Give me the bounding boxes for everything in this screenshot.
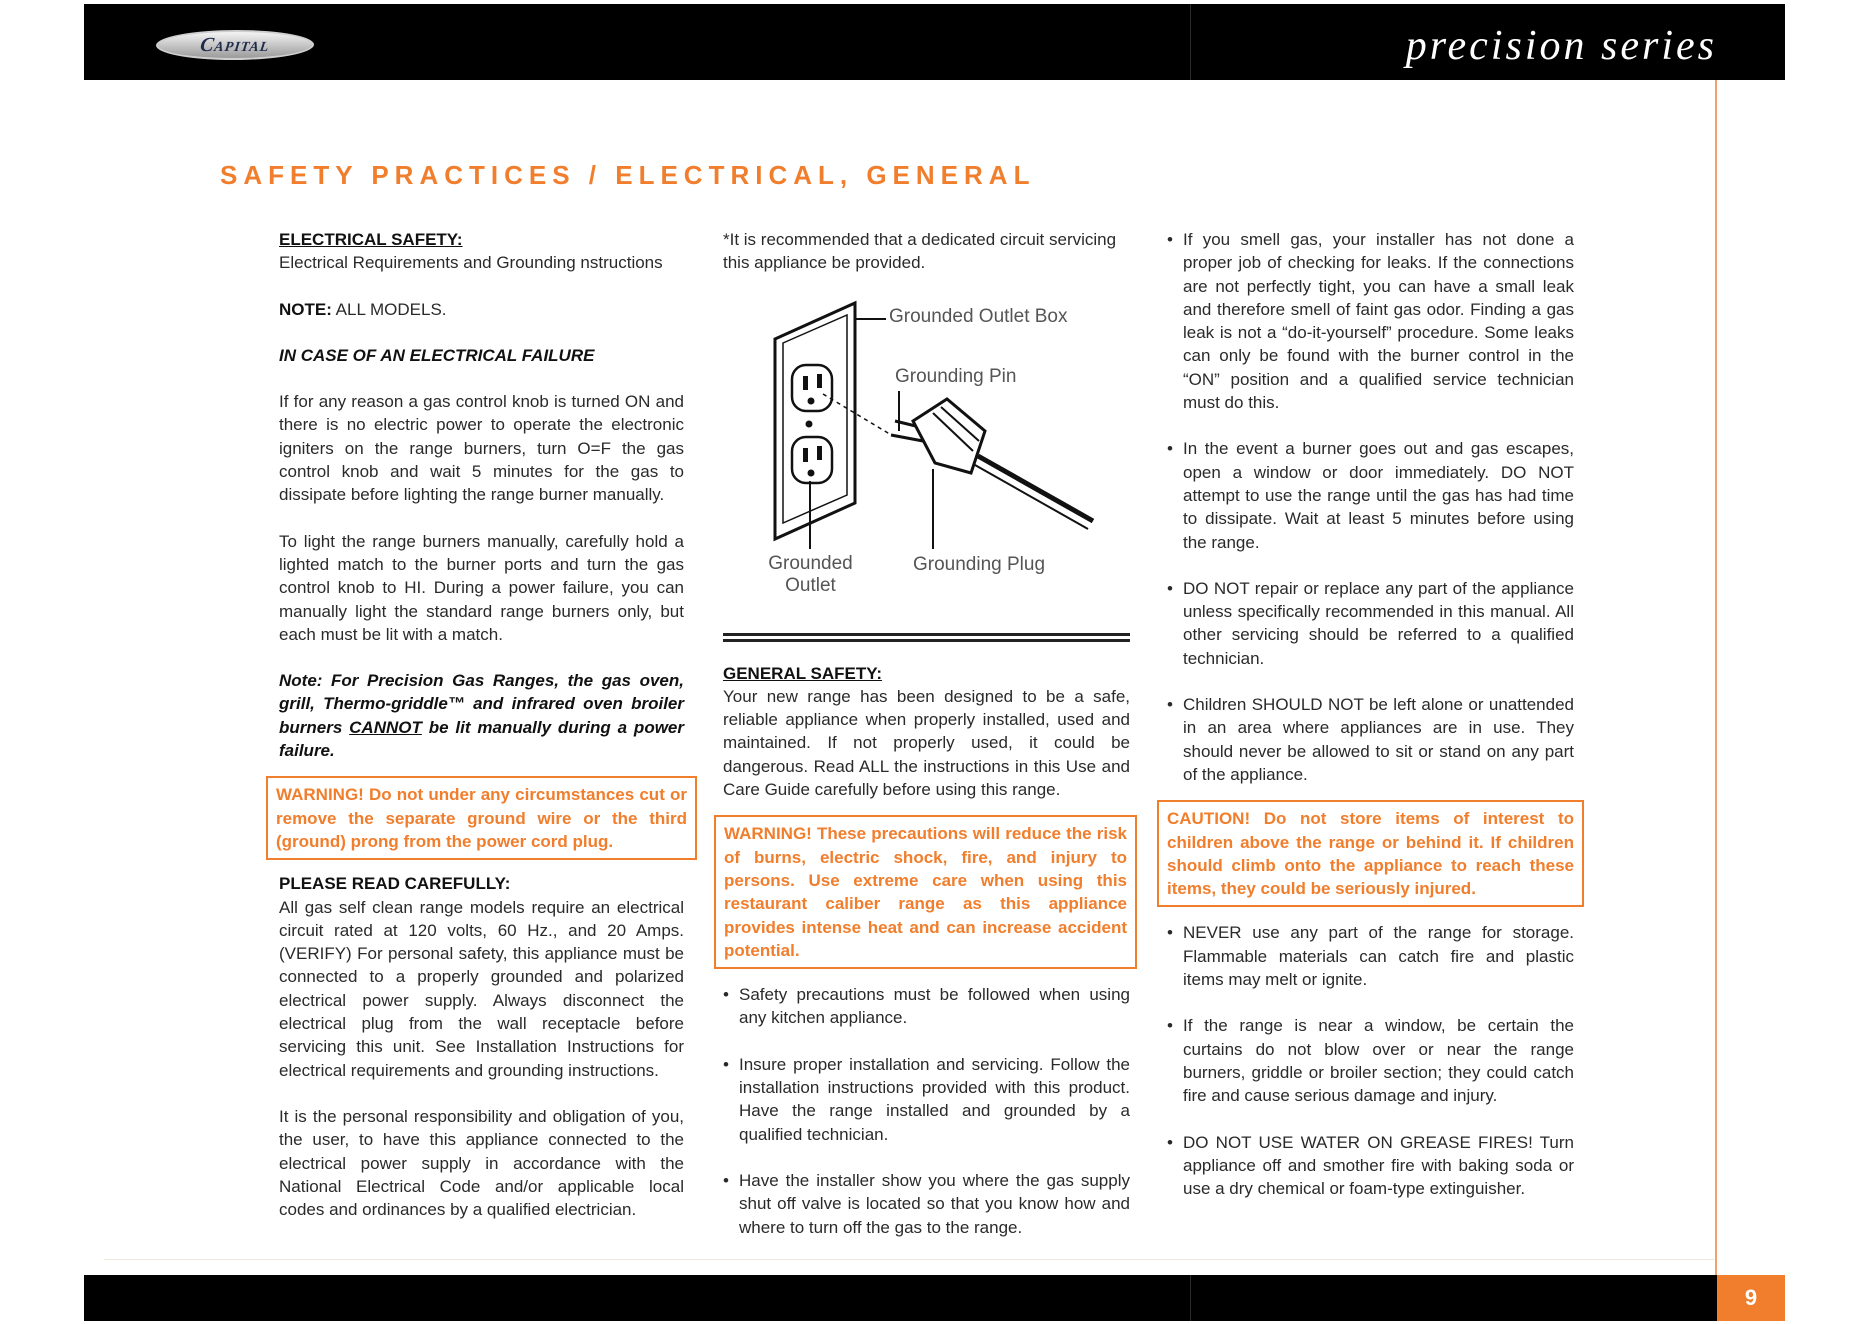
header-bar — [84, 4, 1785, 80]
note-label: NOTE: — [279, 299, 332, 319]
section-divider — [723, 633, 1130, 642]
list-item: • If the range is near a window, be certain the curtains do not blow over or near the range burners, griddle or broiler section; they could catch fire and cause serious damage and injury. — [1167, 1016, 1574, 1106]
dedicated-circuit-note: *It is recommended that a dedicated circuit servicing this appliance be provided. — [723, 230, 1117, 273]
failure-heading: IN CASE OF AN ELECTRICAL FAILURE — [279, 345, 595, 365]
list-item: • In the event a burner goes out and gas escapes, open a window or door immediately. DO NOT attempt to use the range until the gas has had time to dissipate. Wait at least 5 minutes before using the range. — [1167, 439, 1574, 552]
general-safety-paragraph: Your new range has been designed to be a safe, reliable appliance when properly installed, used and maintained. If not properly used, it could be dangerous. Read ALL the instructions in this Use and Care Guide carefully before using this range. — [723, 686, 1130, 800]
label-grounding-pin: Grounding Pin — [895, 365, 1017, 387]
label-grounding-plug: Grounding Plug — [913, 553, 1046, 575]
header-divider — [1190, 4, 1191, 80]
column-3 — [1167, 228, 1574, 1200]
list-item: • NEVER use any part of the range for storage. Flammable materials can catch fire and plastic items may melt or ignite. — [1167, 923, 1574, 990]
list-item: • Have the installer show you where the gas supply shut off valve is located so that you know how and where to turn off the gas to the range. — [723, 1170, 1130, 1237]
outlet-diagram — [723, 281, 1130, 596]
capital-logo: Capital — [154, 30, 316, 60]
right-margin-rule — [1715, 80, 1717, 1275]
note-line — [279, 298, 684, 321]
list-item: • Insure proper installation and servicing. Follow the installation instructions provided with this product. Have the range installed and grounded by a qualified technician. — [723, 1054, 1130, 1144]
footer-divider — [1190, 1275, 1191, 1321]
children-caution: CAUTION! Do not store items of interest to children above the range or behind it. If children should climb onto the appliance to reach these items, they could be seriously injured. — [1157, 800, 1584, 907]
electrical-subheading: Electrical Requirements and Grounding nstructions — [279, 253, 663, 273]
column-2 — [723, 228, 1130, 1239]
label-grounded-outlet-box: Grounded Outlet Box — [889, 305, 1068, 327]
footer-rule — [104, 1259, 1714, 1260]
electrical-requirements-paragraph: All gas self clean range models require an electrical circuit rated at 120 volts, 60 Hz., and 20 Amps. (VERIFY) For personal safety, this appliance must be connected to a properly grounded and polarized electrical power supply. Always disconnect the electrical plug from the wall receptacle before servicing this unit. See Installation Instructions for electrical requirements and grounding instructions. — [279, 897, 684, 1080]
column-1 — [276, 228, 687, 1221]
list-item: • DO NOT repair or replace any part of the appliance unless specifically recommended in this manual. All other servicing should be referred to a qualified technician. — [1167, 578, 1574, 668]
page-number: 9 — [1717, 1275, 1785, 1321]
responsibility-paragraph: It is the personal responsibility and obligation of you, the user, to have this appliance connected to the electrical power supply in accordance with the National Electrical Code and/or applicable local codes and ordinances by a qualified electrician. — [279, 1106, 684, 1220]
label-grounded-outlet: Grounded Outlet — [768, 552, 853, 596]
page-title: SAFETY PRACTICES / ELECTRICAL, GENERAL — [220, 160, 1036, 190]
ground-wire-warning: WARNING! Do not under any circumstances cut or remove the separate ground wire or the third (ground) prong from the power cord plug. — [266, 776, 697, 860]
list-item: • DO NOT USE WATER ON GREASE FIRES! Turn appliance off and smother fire with baking soda or use a dry chemical or foam-type extinguisher. — [1167, 1132, 1574, 1199]
list-item: • If you smell gas, your installer has not done a proper job of checking for leaks. If the connections are not perfectly tight, you can have a small leak and therefore smell of faint gas odor. Finding a gas leak is not a “do-it-yourself” procedure. Some leaks can only be found with the burner control in the “ON” position and a qualified service technician must do this. — [1167, 230, 1574, 413]
list-item: • Safety precautions must be followed when using any kitchen appliance. — [723, 985, 1130, 1028]
general-safety-heading: GENERAL SAFETY: — [723, 663, 882, 683]
precautions-warning: WARNING! These precautions will reduce the risk of burns, electric shock, fire, and injury to persons. Use extreme care when using this restaurant caliber range as this appliance provides intense heat and can increase accident potential. — [714, 815, 1137, 969]
cannot-emphasis: CANNOT — [349, 717, 422, 737]
electrical-safety-heading: ELECTRICAL SAFETY: — [279, 230, 463, 249]
series-title: precision series — [1405, 23, 1717, 69]
general-bullets — [723, 983, 1130, 1239]
footer-bar — [84, 1275, 1717, 1321]
list-item: • Children SHOULD NOT be left alone or unattended in an area where appliances are in use. They should never be allowed to sit or stand on any part of the appliance. — [1167, 695, 1574, 784]
manual-light-paragraph: To light the range burners manually, carefully hold a lighted match to the burner ports and turn the gas control knob to HI. During a power failure, you can manually light the standard range burners only, but each must be lit with a match. — [279, 531, 684, 644]
note-text: ALL MODELS. — [331, 299, 447, 319]
read-carefully-heading: PLEASE READ CAREFULLY: — [279, 874, 511, 894]
precision-note: Note: For Precision Gas Ranges, the gas oven, grill, Thermo-griddle™ and infrared oven broiler burners CANNOT be lit manually during a power failure. — [279, 671, 684, 761]
failure-paragraph: If for any reason a gas control knob is turned ON and there is no electric power to operate the electronic igniters on the range burners, turn O=F the gas control knob and wait 5 minutes for the gas to dissipate before lighting the range burner manually. — [279, 392, 684, 505]
